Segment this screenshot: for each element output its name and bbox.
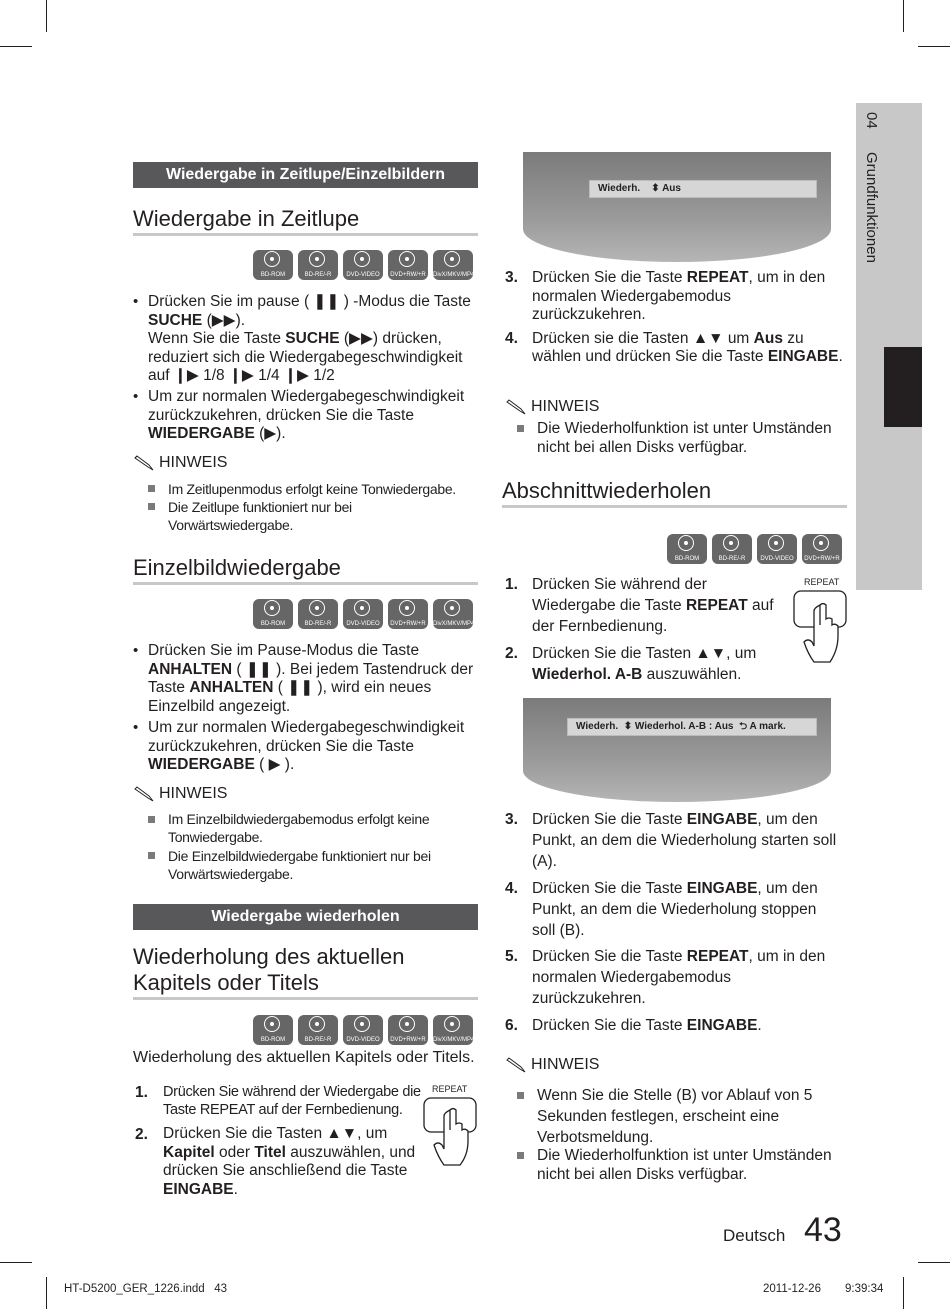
rt-note-line1: Die Wiederholfunktion ist unter Umständen bbox=[537, 420, 832, 437]
step-number: 2. bbox=[135, 1126, 148, 1143]
repeat-step2-line4: EINGABE. bbox=[163, 1181, 238, 1198]
disc-icon: BD-RE/-R bbox=[298, 1015, 338, 1045]
ab-step6-line1: Drücken Sie die Taste EINGABE. bbox=[532, 1017, 762, 1034]
step-number: 5. bbox=[505, 948, 518, 965]
step-bullet2-line3: WIEDERGABE ( ▶ ). bbox=[148, 756, 295, 773]
disc-icons-ab bbox=[667, 534, 842, 564]
crop-mark bbox=[0, 1262, 32, 1263]
bullet-dot: • bbox=[133, 293, 139, 310]
disc-icon: BD-ROM bbox=[667, 534, 707, 564]
chapter-title: Grundfunktionen bbox=[863, 152, 880, 263]
note-heading: HINWEIS bbox=[505, 398, 599, 416]
rt-step4-line1: Drücken sie die Tasten ▲▼ um Aus zu bbox=[532, 330, 804, 347]
osd-bar: Wiederh. ⬍ Wiederhol. A-B : Aus ⮌ A mark. bbox=[567, 718, 817, 736]
note-heading: HINWEIS bbox=[133, 785, 227, 803]
chapter-number: 04 bbox=[863, 112, 880, 129]
osd-bar: Wiederh. ⬍ Aus bbox=[589, 180, 817, 198]
chapter-tab-marker bbox=[884, 347, 922, 427]
disc-icon: DivX/MKV/MP4 bbox=[433, 250, 473, 280]
disc-icon: BD-RE/-R bbox=[298, 250, 338, 280]
ab-step3-line2: Punkt, an dem die Wiederholung starten soll bbox=[532, 832, 837, 849]
step-bullet1-line2: ANHALTEN ( ❚❚ ). Bei jedem Tastendruck der bbox=[148, 661, 474, 678]
section-bar-slow: Wiedergabe in Zeitlupe/Einzelbildern bbox=[133, 162, 478, 188]
step-note2-line2: Vorwärtswiedergabe. bbox=[168, 866, 294, 882]
ab-note1-line1: Wenn Sie die Stelle (B) vor Ablauf von 5 bbox=[537, 1087, 813, 1104]
heading-slow: Wiedergabe in Zeitlupe bbox=[133, 206, 360, 231]
note-heading: HINWEIS bbox=[505, 1056, 599, 1074]
ab-note1-line2: Sekunden festlegen, erscheint eine bbox=[537, 1108, 780, 1125]
repeat-step1-line2: Taste REPEAT auf der Fernbedienung. bbox=[163, 1102, 403, 1118]
osd-screen-ab bbox=[523, 698, 831, 802]
repeat-step2-line1: Drücken Sie die Tasten ▲▼, um bbox=[163, 1125, 388, 1142]
note-square bbox=[148, 852, 155, 859]
pencil-icon bbox=[505, 399, 527, 415]
heading-rule bbox=[133, 997, 478, 1000]
note-square bbox=[148, 816, 155, 823]
pencil-icon bbox=[505, 1057, 527, 1073]
disc-icon: DVD+RW/+R bbox=[388, 599, 428, 629]
crop-mark bbox=[0, 46, 32, 47]
disc-icon: DVD-VIDEO bbox=[757, 534, 797, 564]
ab-step4-line3: soll (B). bbox=[532, 922, 585, 939]
disc-icons-slow bbox=[253, 250, 473, 280]
step-bullet2-line1: Um zur normalen Wiedergabegeschwindigkeit bbox=[148, 719, 465, 736]
crop-mark bbox=[903, 0, 904, 32]
step-note1-line1: Im Einzelbildwiedergabemodus erfolgt keine bbox=[168, 811, 430, 827]
disc-icons-step bbox=[253, 599, 473, 629]
heading-ab: Abschnittwiederholen bbox=[502, 478, 712, 503]
repeat-step1-line1: Drücken Sie während der Wiedergabe die bbox=[163, 1084, 421, 1100]
slow-bullet2-line2: zurückzukehren, drücken Sie die Taste bbox=[148, 407, 414, 424]
heading-step: Einzelbildwiedergabe bbox=[133, 555, 341, 580]
disc-icon: DivX/MKV/MP4 bbox=[433, 1015, 473, 1045]
crop-mark bbox=[46, 0, 47, 32]
crop-mark bbox=[918, 1262, 950, 1263]
rt-step3-line1: Drücken Sie die Taste REPEAT, um in den bbox=[532, 269, 826, 286]
osd-screen-repeat bbox=[523, 152, 831, 262]
slow-bullet1-line3: Wenn Sie die Taste SUCHE (▶▶) drücken, bbox=[148, 330, 442, 347]
bullet-dot: • bbox=[133, 642, 139, 659]
step-note1-line2: Tonwiedergabe. bbox=[168, 829, 263, 845]
ab-step5-line2: normalen Wiedergabemodus bbox=[532, 969, 732, 986]
disc-icon: BD-ROM bbox=[253, 250, 293, 280]
slow-note1: Im Zeitlupenmodus erfolgt keine Tonwiedergabe. bbox=[168, 481, 456, 497]
ab-step5-line1: Drücken Sie die Taste REPEAT, um in den bbox=[532, 948, 826, 965]
step-number: 3. bbox=[505, 269, 518, 286]
note-square bbox=[517, 1092, 524, 1099]
repeat-step2-line2: Kapitel oder Titel auszuwählen, und bbox=[163, 1144, 416, 1161]
crop-mark bbox=[46, 1277, 47, 1309]
remote-label: REPEAT bbox=[804, 577, 840, 587]
remote-label: REPEAT bbox=[432, 1084, 468, 1094]
slow-bullet1-line4: reduziert sich die Wiedergabegeschwindigkeit bbox=[148, 349, 463, 366]
ab-note1-line3: Verbotsmeldung. bbox=[537, 1129, 654, 1146]
disc-icon: DVD+RW/+R bbox=[802, 534, 842, 564]
disc-icon: DVD+RW/+R bbox=[388, 250, 428, 280]
pencil-icon bbox=[133, 455, 155, 471]
step-number: 4. bbox=[505, 330, 518, 347]
note-heading: HINWEIS bbox=[133, 454, 227, 472]
disc-icon: BD-RE/-R bbox=[298, 599, 338, 629]
ab-step1-line1: Drücken Sie während der bbox=[532, 576, 707, 593]
disc-icon: DVD-VIDEO bbox=[343, 250, 383, 280]
slow-bullet1-line2: SUCHE (▶▶). bbox=[148, 312, 246, 329]
crop-mark bbox=[918, 46, 950, 47]
disc-icon: DVD-VIDEO bbox=[343, 599, 383, 629]
disc-icon: DivX/MKV/MP4 bbox=[433, 599, 473, 629]
ab-note2-line2: nicht bei allen Disks verfügbar. bbox=[537, 1166, 748, 1183]
bullet-dot: • bbox=[133, 719, 139, 736]
slow-note2-line1: Die Zeitlupe funktioniert nur bei bbox=[168, 499, 352, 515]
disc-icon: BD-ROM bbox=[253, 599, 293, 629]
bullet-dot: • bbox=[133, 388, 139, 405]
rt-note-line2: nicht bei allen Disks verfügbar. bbox=[537, 439, 748, 456]
page-number: 43 bbox=[804, 1211, 842, 1249]
slow-bullet1-line1: Drücken Sie im pause ( ❚❚ ) -Modus die Taste bbox=[148, 293, 471, 310]
footer-time: 9:39:34 bbox=[845, 1283, 884, 1295]
ab-step1-line2: Wiedergabe die Taste REPEAT auf bbox=[532, 597, 774, 614]
footer-file: HT-D5200_GER_1226.indd 43 bbox=[64, 1283, 228, 1295]
disc-icon: BD-RE/-R bbox=[712, 534, 752, 564]
slow-note2-line2: Vorwärtswiedergabe. bbox=[168, 517, 294, 533]
hand-press-icon bbox=[420, 1084, 482, 1176]
slow-bullet2-line1: Um zur normalen Wiedergabegeschwindigkeit bbox=[148, 388, 465, 405]
step-number: 2. bbox=[505, 645, 518, 662]
disc-icon: DVD+RW/+R bbox=[388, 1015, 428, 1045]
footer-date: 2011-12-26 bbox=[763, 1283, 821, 1295]
remote-repeat-illustration bbox=[790, 577, 852, 675]
step-note2-line1: Die Einzelbildwiedergabe funktioniert nur bei bbox=[168, 848, 431, 864]
note-square bbox=[517, 1152, 524, 1159]
slow-bullet1-line5: auf ❙▶ 1/8 ❙▶ 1/4 ❙▶ 1/2 bbox=[148, 367, 335, 384]
repeat-intro: Wiederholung des aktuellen Kapitels oder Titels. bbox=[133, 1049, 475, 1066]
disc-icon: DVD-VIDEO bbox=[343, 1015, 383, 1045]
step-bullet1-line1: Drücken Sie im Pause-Modus die Taste bbox=[148, 642, 420, 659]
heading-rule bbox=[133, 233, 478, 236]
ab-step2-line2: Wiederhol. A-B auszuwählen. bbox=[532, 666, 742, 683]
note-square bbox=[148, 485, 155, 492]
slow-bullet2-line3: WIEDERGABE (▶). bbox=[148, 425, 286, 442]
ab-step2-line1: Drücken Sie die Tasten ▲▼, um bbox=[532, 645, 757, 662]
step-bullet1-line3: Taste ANHALTEN ( ❚❚ ), wird ein neues bbox=[148, 679, 432, 696]
step-number: 1. bbox=[505, 576, 518, 593]
crop-mark bbox=[903, 1277, 904, 1309]
rt-step3-line2: normalen Wiedergabemodus bbox=[532, 288, 732, 305]
footer-language: Deutsch bbox=[723, 1226, 786, 1245]
section-bar-repeat: Wiedergabe wiederholen bbox=[133, 904, 478, 930]
step-number: 6. bbox=[505, 1017, 518, 1034]
rt-step3-line3: zurückzukehren. bbox=[532, 306, 646, 323]
note-square bbox=[517, 425, 524, 432]
rt-step4-line2: wählen und drücken Sie die Taste EINGABE. bbox=[532, 348, 843, 365]
step-number: 3. bbox=[505, 811, 518, 828]
step-number: 4. bbox=[505, 880, 518, 897]
step-bullet1-line4: Einzelbild angezeigt. bbox=[148, 698, 291, 715]
disc-icons-repeat bbox=[253, 1015, 473, 1045]
repeat-step2-line3: drücken Sie anschließend die Taste bbox=[163, 1162, 408, 1179]
ab-step4-line1: Drücken Sie die Taste EINGABE, um den bbox=[532, 880, 818, 897]
heading-rule bbox=[133, 582, 478, 585]
note-square bbox=[148, 503, 155, 510]
step-number: 1. bbox=[135, 1084, 148, 1101]
ab-step3-line3: (A). bbox=[532, 853, 557, 870]
disc-icon: BD-ROM bbox=[253, 1015, 293, 1045]
heading-repeat: Wiederholung des aktuellen Kapitels oder Titels bbox=[133, 944, 405, 995]
ab-step5-line3: zurückzukehren. bbox=[532, 990, 646, 1007]
remote-repeat-illustration bbox=[420, 1084, 482, 1176]
ab-step4-line2: Punkt, an dem die Wiederholung stoppen bbox=[532, 901, 817, 918]
hand-press-icon bbox=[790, 577, 852, 675]
step-bullet2-line2: zurückzukehren, drücken Sie die Taste bbox=[148, 738, 414, 755]
ab-step1-line3: der Fernbedienung. bbox=[532, 618, 668, 635]
ab-note2-line1: Die Wiederholfunktion ist unter Umständen bbox=[537, 1147, 832, 1164]
heading-rule bbox=[502, 505, 847, 508]
ab-step3-line1: Drücken Sie die Taste EINGABE, um den bbox=[532, 811, 818, 828]
pencil-icon bbox=[133, 786, 155, 802]
